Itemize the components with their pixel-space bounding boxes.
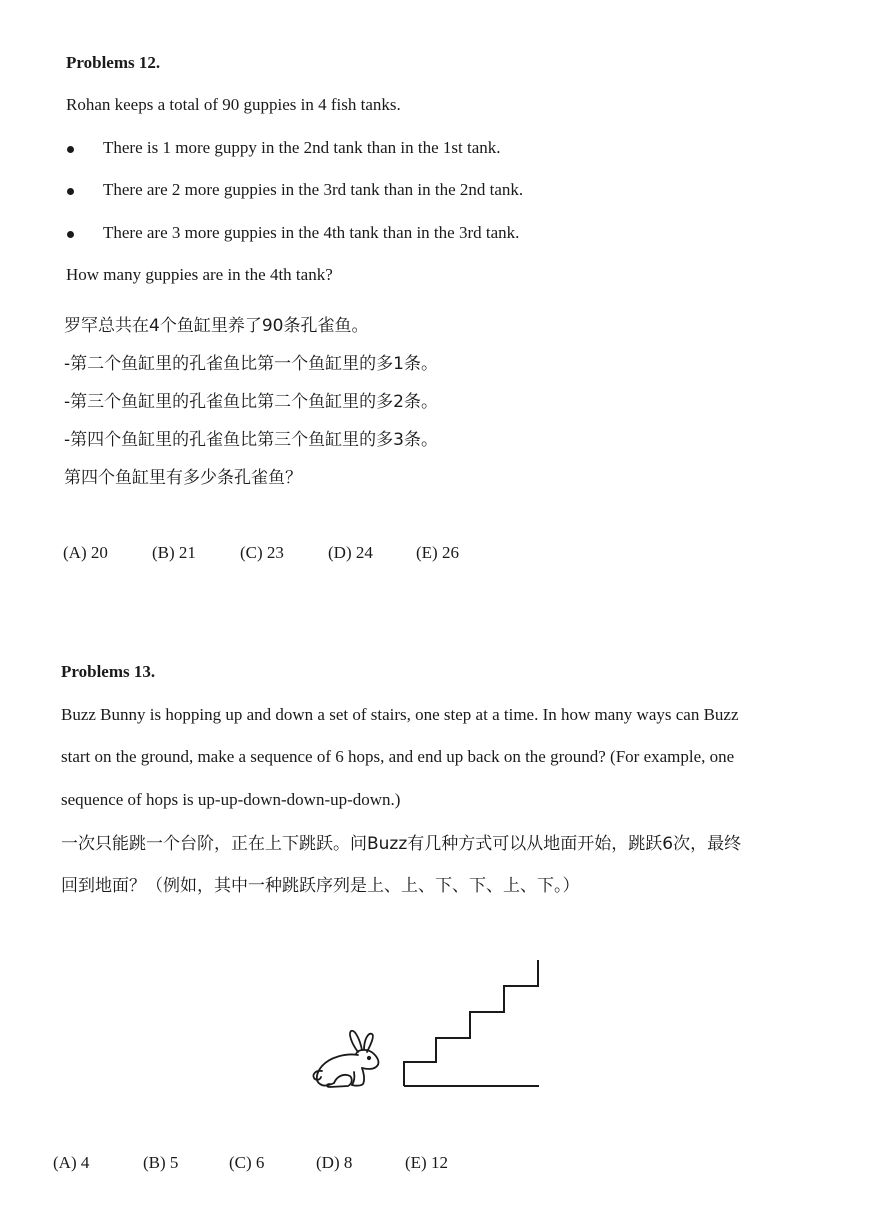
problem-13-choice-a: (A) 4 — [53, 1153, 90, 1172]
problem-12-zh-line: -第三个鱼缸里的孔雀鱼比第二个鱼缸里的多2条。 — [64, 392, 438, 412]
problem-13-line: Buzz Bunny is hopping up and down a set of stairs, one step at a time. In how many ways can Buzz — [61, 705, 739, 724]
problem-12-bullet: There are 3 more guppies in the 4th tank than in the 3rd tank. — [103, 223, 520, 242]
problem-12-question: How many guppies are in the 4th tank? — [66, 265, 333, 284]
problem-13-zh-line: 回到地面？（例如，其中一种跳跃序列是上、上、下、下、上、下。） — [61, 876, 580, 896]
problem-12-zh-line: 罗罕总共在4个鱼缸里养了90条孔雀鱼。 — [64, 316, 369, 336]
problem-12-heading: Problems 12. — [66, 53, 161, 72]
rabbit-icon — [306, 1026, 386, 1090]
problem-12-intro: Rohan keeps a total of 90 guppies in 4 fish tanks. — [66, 95, 401, 114]
problem-13-choice-e: (E) 12 — [405, 1153, 448, 1172]
problem-12-zh-line: -第四个鱼缸里的孔雀鱼比第三个鱼缸里的多3条。 — [64, 430, 438, 450]
problem-13-choice-d: (D) 8 — [316, 1153, 353, 1172]
problem-13-line: start on the ground, make a sequence of 6 hops, and end up back on the ground? (For example, one — [61, 747, 735, 766]
problem-13-choice-c: (C) 6 — [229, 1153, 265, 1172]
problem-12-choice-e: (E) 26 — [416, 543, 459, 562]
stairs-icon — [398, 956, 546, 1092]
problem-12-bullet: There is 1 more guppy in the 2nd tank than in the 1st tank. — [103, 138, 501, 157]
bullet-icon — [67, 146, 74, 153]
problem-13-heading: Problems 13. — [61, 662, 156, 681]
problem-12-zh-line: 第四个鱼缸里有多少条孔雀鱼？ — [64, 468, 302, 488]
problem-13-choice-b: (B) 5 — [143, 1153, 179, 1172]
problem-12-bullet: There are 2 more guppies in the 3rd tank than in the 2nd tank. — [103, 180, 524, 199]
problem-12-choice-c: (C) 23 — [240, 543, 284, 562]
bullet-icon — [67, 188, 74, 195]
problem-13-line: sequence of hops is up-up-down-down-up-down.) — [61, 790, 401, 809]
bullet-icon — [67, 231, 74, 238]
problem-12-choice-b: (B) 21 — [152, 543, 196, 562]
problem-12-choice-d: (D) 24 — [328, 543, 373, 562]
problem-13-zh-line: 一次只能跳一个台阶，正在上下跳跃。问Buzz有几种方式可以从地面开始，跳跃6次，最终 — [61, 834, 742, 854]
problem-12-choice-a: (A) 20 — [63, 543, 108, 562]
problem-12-zh-line: -第二个鱼缸里的孔雀鱼比第一个鱼缸里的多1条。 — [64, 354, 438, 374]
